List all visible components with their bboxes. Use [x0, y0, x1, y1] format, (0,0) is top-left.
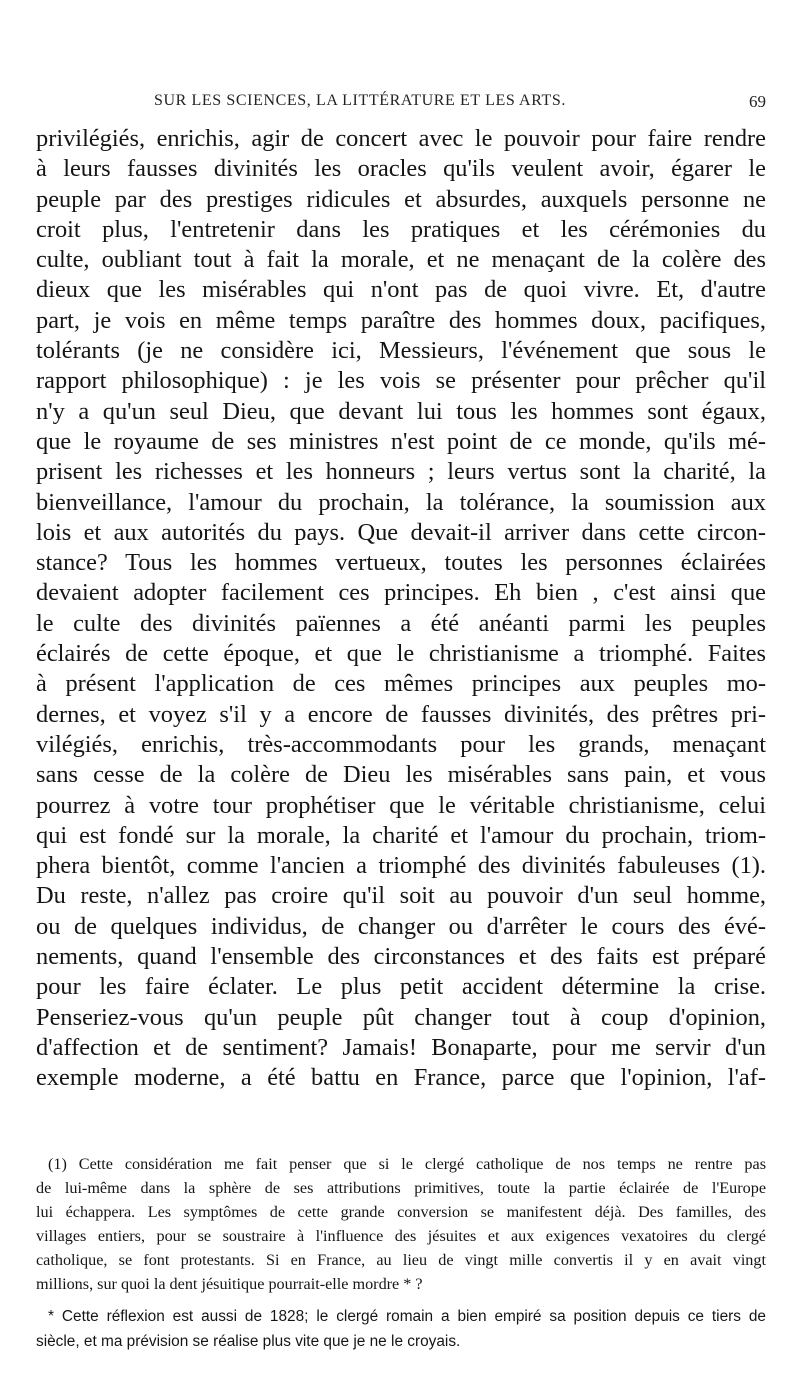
body-text — [36, 124, 766, 1094]
footnote-line: siècle, et ma prévision se réalise plus vite que je ne le croyais. — [36, 1333, 461, 1350]
body-line: pourrez à votre tour prophétiser que le véritable christianisme, celui — [36, 791, 766, 819]
body-line: lois et aux autorités du pays. Que devait-il arriver dans cette circon- — [36, 518, 766, 546]
body-line: tolérants (je ne considère ici, Messieurs, l'événement que sous le — [36, 337, 766, 365]
body-line: qui est fondé sur la morale, la charité et l'amour du prochain, triom- — [36, 821, 766, 849]
body-line: prisent les richesses et les honneurs ; leurs vertus sont la charité, la — [36, 458, 766, 486]
page-number: 69 — [749, 92, 766, 111]
body-line: culte, oubliant tout à fait la morale, et ne menaçant de la colère des — [36, 246, 766, 274]
body-line: phera bientôt, comme l'ancien a triomphé des divinités fabuleuses (1). — [36, 852, 766, 880]
body-line: privilégiés, enrichis, agir de concert avec le pouvoir pour faire rendre — [36, 125, 766, 152]
body-line: d'affection et de sentiment? Jamais! Bonaparte, pour me servir d'un — [36, 1033, 766, 1061]
footnote-2 — [36, 1304, 766, 1354]
body-line: ou de quelques individus, de changer ou d'arrêter le cours des évé- — [36, 912, 766, 940]
footnote-line: millions, sur quoi la dent jésuitique pourrait-elle mordre * ? — [36, 1275, 423, 1293]
body-line: n'y a qu'un seul Dieu, que devant lui tous les hommes sont égaux, — [36, 397, 766, 425]
footnote-line: lui échappera. Les symptômes de cette grande conversion se manifestent déjà. Des familles, des — [36, 1203, 766, 1221]
body-line: vilégiés, enrichis, très-accommodants pour les grands, menaçant — [36, 730, 766, 758]
body-line: part, je vois en même temps paraître des hommes doux, pacifiques, — [36, 306, 766, 334]
body-line: à présent l'application de ces mêmes principes aux peuples mo- — [36, 670, 766, 698]
body-line: bienveillance, l'amour du prochain, la tolérance, la soumission aux — [36, 488, 766, 516]
body-line: pour les faire éclater. Le plus petit accident détermine la crise. — [36, 973, 766, 1001]
body-line: que le royaume de ses ministres n'est point de ce monde, qu'ils mé- — [36, 427, 766, 455]
body-line: éclairés de cette époque, et que le christianisme a triomphé. Faites — [36, 640, 766, 668]
body-line: à leurs fausses divinités les oracles qu'ils veulent avoir, égarer le — [36, 155, 766, 183]
body-line: croit plus, l'entretenir dans les pratiques et les cérémonies du — [36, 215, 766, 243]
body-line: dernes, et voyez s'il y a encore de fausses divinités, des prêtres pri- — [36, 700, 766, 728]
body-line: devaient adopter facilement ces principes. Eh bien , c'est ainsi que — [36, 579, 766, 607]
running-head: SUR LES SCIENCES, LA LITTÉRATURE ET LES ARTS. — [154, 92, 566, 109]
body-line: nements, quand l'ensemble des circonstances et des faits est préparé — [36, 943, 766, 971]
body-line: exemple moderne, a été battu en France, parce que l'opinion, l'af- — [36, 1064, 766, 1092]
footnote-line: catholique, se font protestants. Si en France, au lieu de vingt mille convertis il y en avait vingt — [36, 1251, 766, 1269]
footnote-line: de lui-même dans la sphère de ses attributions primitives, toute la partie éclairée de l'Europe — [36, 1179, 766, 1197]
footnote-line: villages entiers, pour se soustraire à l'influence des jésuites et aux exigences vexatoires du clergé — [36, 1227, 766, 1245]
body-line: peuple par des prestiges ridicules et absurdes, auxquels personne ne — [36, 185, 766, 213]
body-line: Penseriez-vous qu'un peuple pût changer tout à coup d'opinion, — [36, 1003, 766, 1031]
body-line: le culte des divinités païennes a été anéanti parmi les peuples — [36, 609, 766, 637]
body-line: Du reste, n'allez pas croire qu'il soit au pouvoir d'un seul homme, — [36, 882, 766, 910]
footnote-1 — [36, 1152, 766, 1296]
body-line: dieux que les misérables qui n'ont pas de quoi vivre. Et, d'autre — [36, 276, 766, 304]
page-header — [36, 92, 766, 118]
body-line: sans cesse de la colère de Dieu les misérables sans pain, et vous — [36, 761, 766, 789]
body-line: stance? Tous les hommes vertueux, toutes les personnes éclairées — [36, 549, 766, 577]
footnote-line: (1) Cette considération me fait penser que si le clergé catholique de nos temps ne rentre pas — [48, 1155, 766, 1173]
footnote-line: * Cette réflexion est aussi de 1828; le clergé romain a bien empiré sa position depuis ce tiers de — [48, 1308, 766, 1325]
body-line: rapport philosophique) : je les vois se présenter pour prêcher qu'il — [36, 367, 766, 395]
